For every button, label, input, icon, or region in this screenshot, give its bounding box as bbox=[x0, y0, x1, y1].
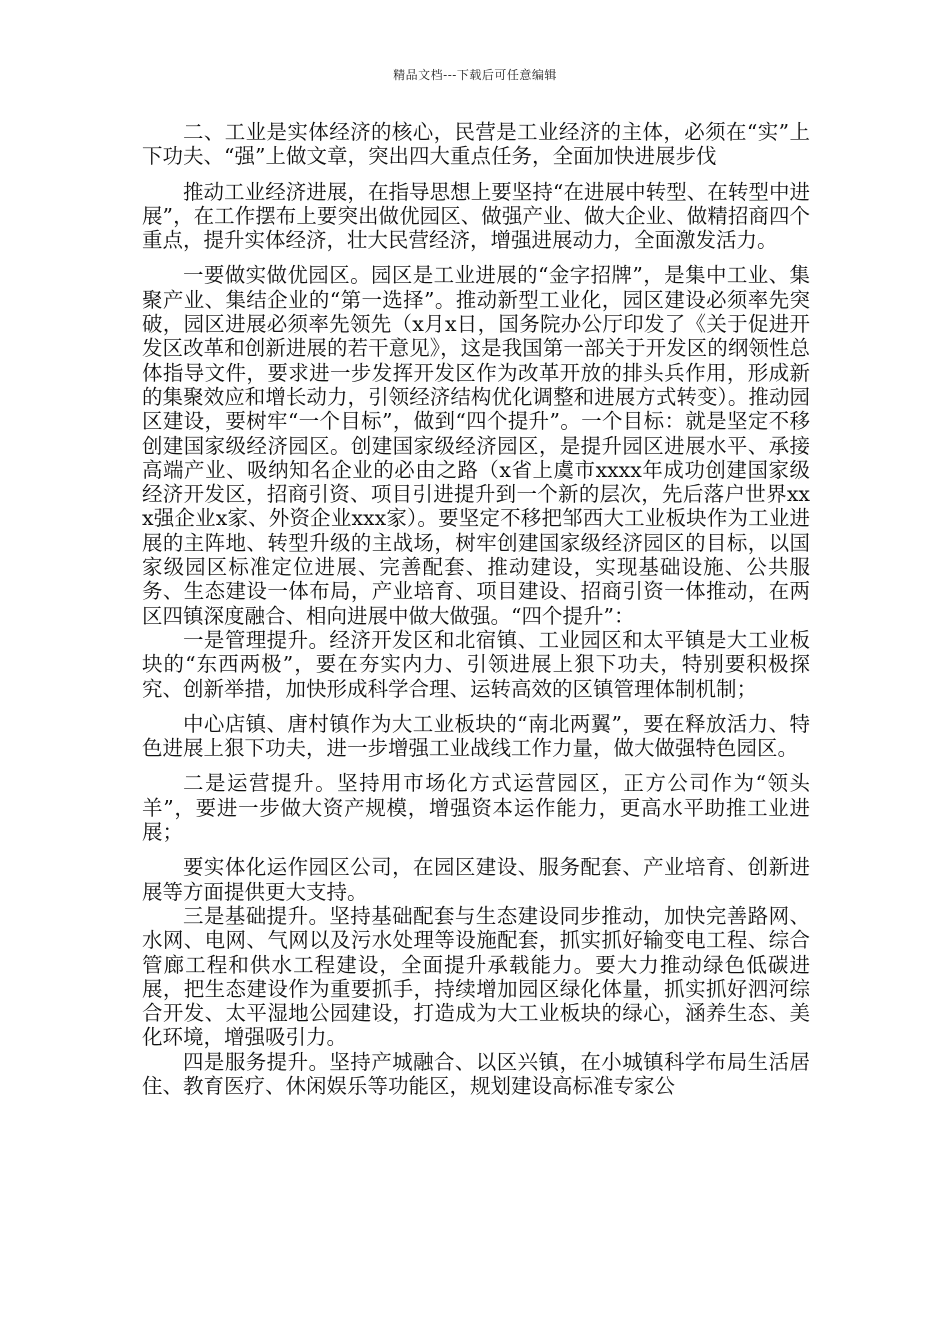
paragraph-park: 一要做实做优园区。园区是工业进展的“金字招牌”，是集中工业、集聚产业、集结企业的“第一选择”。推动新型工业化，园区建设必须率先突破，园区进展必须率先领先（x月x日，国务院办公厅印发了《关于促进开发区改革和创新进展的若干意见》，这是我国第一部关于开发区的纲领性总体指导文件，要求进一步发挥开发区作为改革开放的排头兵作用，形成新的集聚效应和增长动力，引领经济结构优化调整和进展方式转变）。推动园区建设，要树牢“一个目标”，做到“四个提升”。一个目标：就是坚定不移创建国家级经济园区。创建国家级经济园区，是提升园区进展水平、承接高端产业、吸纳知名企业的必由之路（x省上虞市xxxx年成功创建国家级经济开发区，招商引资、项目引进提升到一个新的层次，先后落户世界xxx强企业x家、外资企业xxx家）。要坚定不移把邹西大工业板块作为工业进展的主阵地、转型升级的主战场，树牢创建国家级经济园区的目标，以国家级园区标准定位进展、完善配套、推动建设，实现基础设施、公共服务、生态建设一体布局，产业培育、项目建设、招商引资一体推动，在两区四镇深度融合、相向进展中做大做强。“四个提升”： bbox=[142, 263, 810, 628]
document-body bbox=[142, 120, 810, 1098]
paragraph-intro: 推动工业经济进展，在指导思想上要坚持“在进展中转型、在转型中进展”，在工作摆布上要突出做优园区、做强产业、做大企业、做精招商四个重点，提升实体经济，壮大民营经济，增强进展动力，全面激发活力。 bbox=[142, 179, 810, 253]
paragraph-operation: 二是运营提升。坚持用市场化方式运营园区，正方公司作为“领头羊”，要进一步做大资产规模，增强资本运作能力，更高水平助推工业进展； bbox=[142, 771, 810, 845]
paragraph-management: 一是管理提升。经济开发区和北宿镇、工业园区和太平镇是大工业板块的“东西两极”，要在夯实内力、引领进展上狠下功夫，特别要积极探究、创新举措，加快形成科学合理、运转高效的区镇管理体制机制； bbox=[142, 627, 810, 701]
paragraph-infrastructure: 三是基础提升。坚持基础配套与生态建设同步推动，加快完善路网、水网、电网、气网以及污水处理等设施配套，抓实抓好输变电工程、综合管廊工程和供水工程建设，全面提升承载能力。要大力推动绿色低碳进展，把生态建设作为重要抓手，持续增加园区绿化体量，抓实抓好泗河综合开发、太平湿地公园建设，打造成为大工业板块的绿心，涵养生态、美化环境，增强吸引力。 bbox=[142, 903, 810, 1050]
page-header: 精品文档---下载后可任意编辑 bbox=[393, 68, 557, 82]
paragraph-section-title: 二、工业是实体经济的核心，民营是工业经济的主体，必须在“实”上下功夫、“强”上做文章，突出四大重点任务，全面加快进展步伐 bbox=[142, 120, 810, 169]
paragraph-two-wings: 中心店镇、唐村镇作为大工业板块的“南北两翼”，要在释放活力、特色进展上狠下功夫，进一步增强工业战线工作力量，做大做强特色园区。 bbox=[142, 711, 810, 761]
paragraph-service: 四是服务提升。坚持产城融合、以区兴镇，在小城镇科学布局生活居住、教育医疗、休闲娱乐等功能区，规划建设高标准专家公 bbox=[142, 1049, 810, 1098]
paragraph-park-company: 要实体化运作园区公司，在园区建设、服务配套、产业培育、创新进展等方面提供更大支持。 bbox=[142, 855, 810, 904]
